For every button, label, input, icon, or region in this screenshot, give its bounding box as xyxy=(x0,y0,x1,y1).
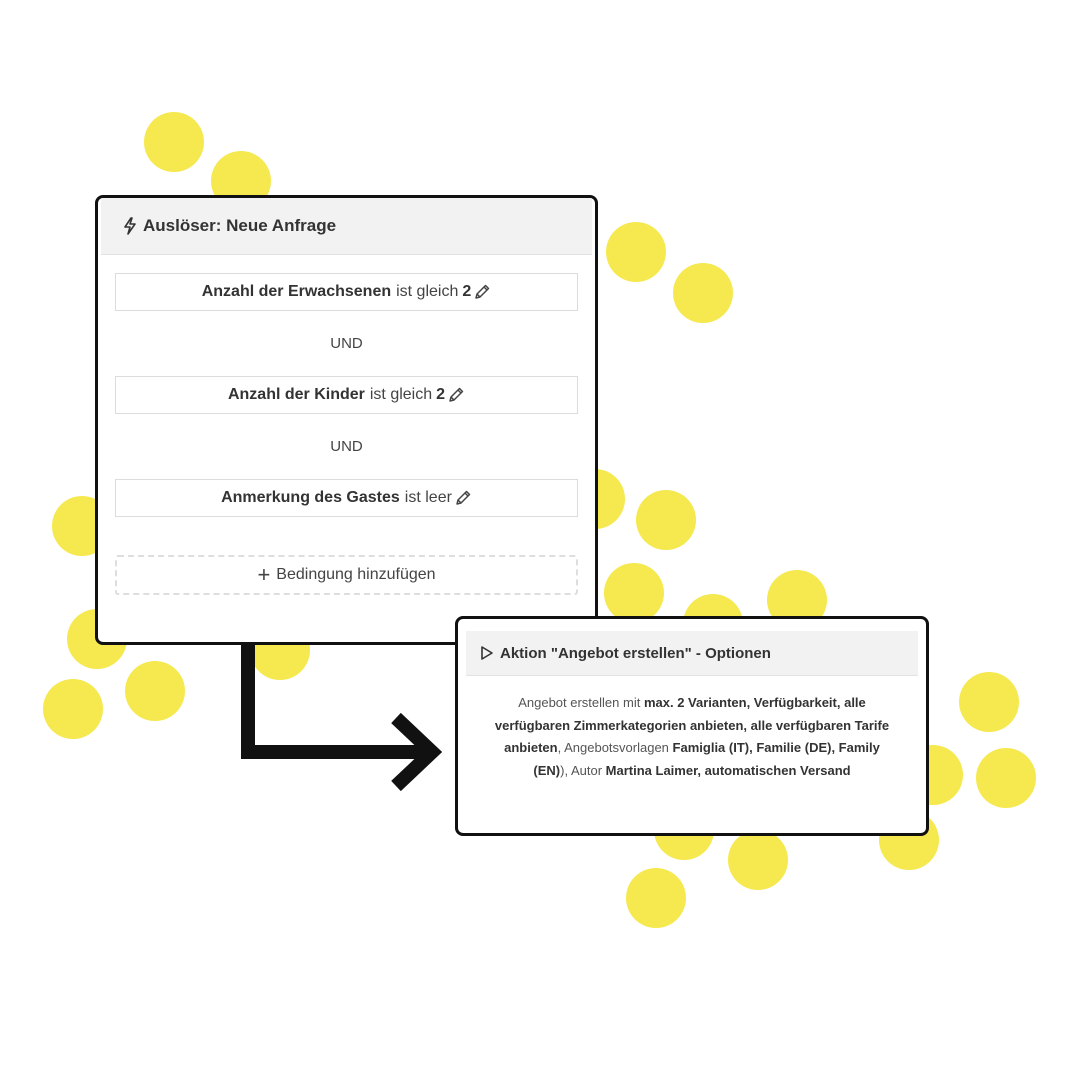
action-description: Angebot erstellen mit max. 2 Varianten, Verfügbarkeit, alle verfügbaren Zimmerkategorien anbieten, alle verfügbaren Tarife anbieten, Angebotsvorlagen Famiglia (IT), Familie (DE), Family (EN)), Autor Martina Laimer, automatischen Versand xyxy=(494,695,890,778)
action-intro: Angebot erstellen mit xyxy=(518,695,641,710)
add-condition-button[interactable] xyxy=(115,555,578,595)
condition-operator: ist gleich xyxy=(369,386,433,403)
condition-field: Anmerkung des Gastes xyxy=(221,489,400,506)
templates-value: Famiglia (IT), Familie (DE), Family (EN) xyxy=(533,740,880,778)
condition-operator: ist gleich xyxy=(396,283,459,300)
add-condition-label: Bedingung hinzufügen xyxy=(276,566,436,583)
condition-connector: UND xyxy=(330,335,363,352)
trigger-panel xyxy=(95,195,598,645)
action-header xyxy=(466,631,918,676)
condition-field: Anzahl der Erwachsenen xyxy=(201,283,392,300)
pencil-icon[interactable] xyxy=(473,283,491,301)
condition-value: 2 xyxy=(462,283,472,300)
trigger-title: Auslöser: Neue Anfrage xyxy=(143,216,337,235)
condition-operator: ist leer xyxy=(404,489,452,506)
trigger-header xyxy=(101,198,592,255)
condition-connector: UND xyxy=(330,438,363,455)
condition-value: 2 xyxy=(436,386,446,403)
templates-label: Angebotsvorlagen xyxy=(564,740,669,755)
condition-row-children[interactable] xyxy=(115,376,578,414)
play-outline-icon xyxy=(480,645,494,661)
action-panel xyxy=(455,616,929,836)
lightning-icon xyxy=(123,217,137,235)
action-options: max. 2 Varianten, Verfügbarkeit, alle verfügbaren Zimmerkategorien anbieten, alle verfügbaren Tarife anbieten xyxy=(494,695,890,755)
condition-row-adults[interactable] xyxy=(115,273,578,311)
pencil-icon[interactable] xyxy=(454,489,472,507)
action-title: Aktion "Angebot erstellen" - Optionen xyxy=(500,644,771,662)
plus-icon: + xyxy=(257,562,271,587)
condition-field: Anzahl der Kinder xyxy=(227,386,365,403)
author-label: Autor xyxy=(570,762,603,778)
pencil-icon[interactable] xyxy=(447,386,465,404)
author-value: Martina Laimer, automatischen Versand xyxy=(605,762,851,778)
condition-row-guest-note[interactable] xyxy=(115,479,578,517)
